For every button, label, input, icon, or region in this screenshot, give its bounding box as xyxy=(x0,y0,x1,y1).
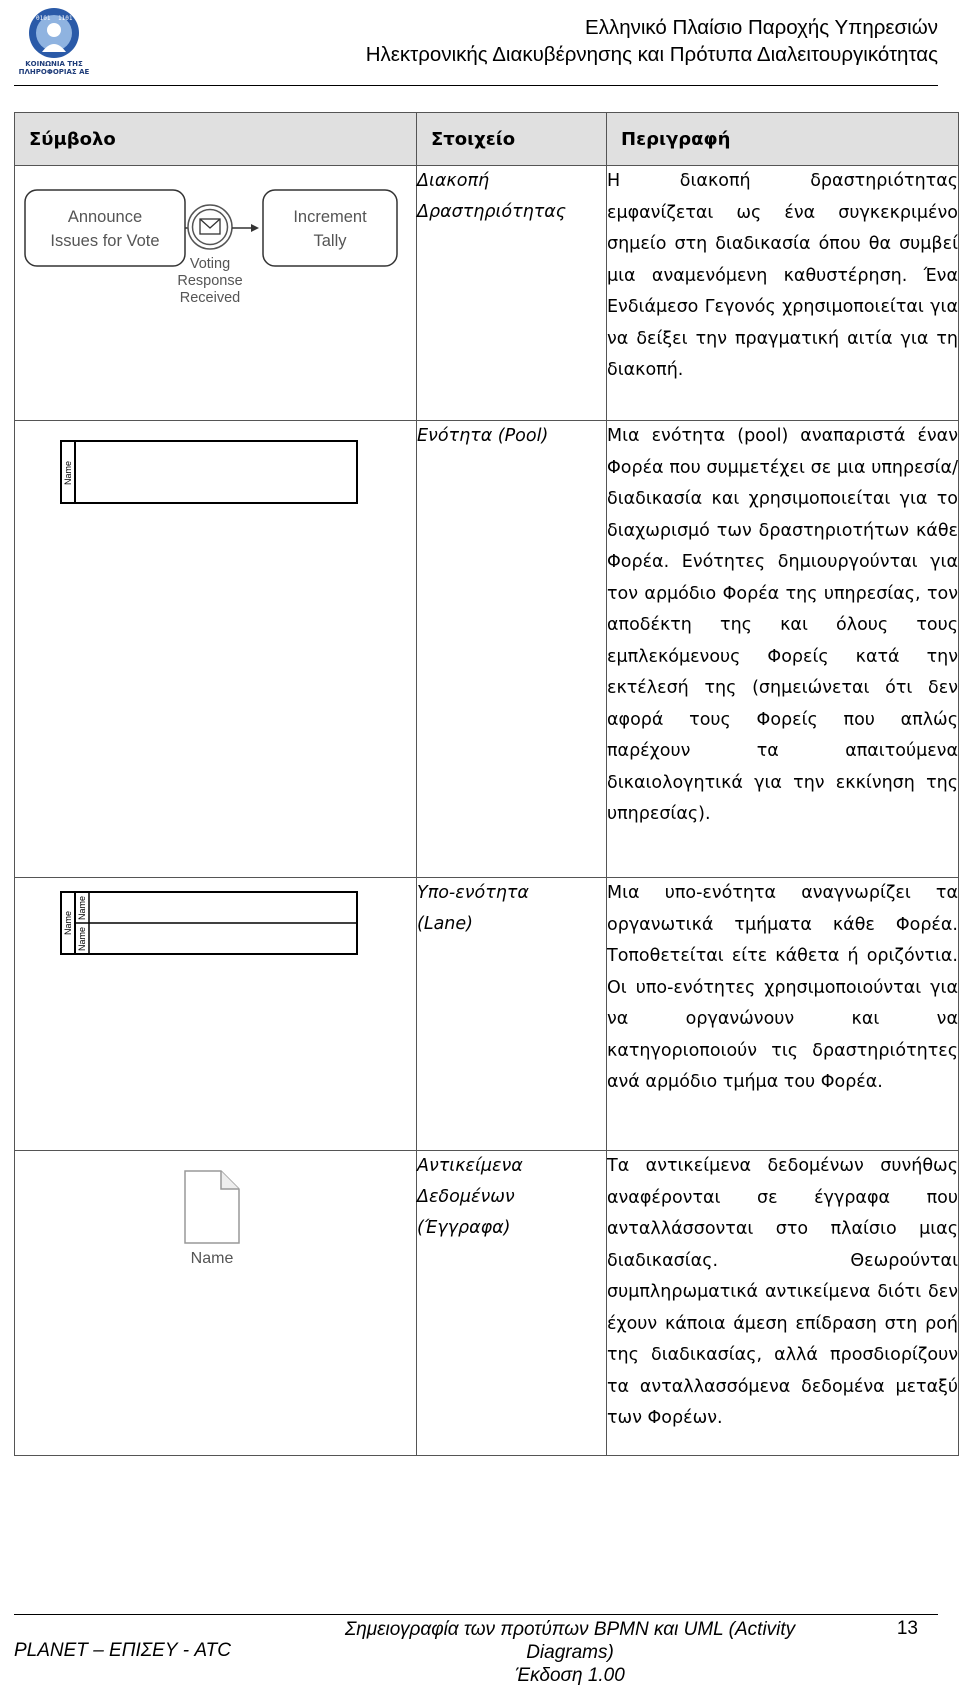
footer-title-line: Σημειογραφία των προτύπων BPMN και UML (Activity xyxy=(344,1619,796,1640)
element-name-line: (Έγγραφα) xyxy=(417,1218,511,1238)
table-row xyxy=(15,1151,959,1456)
pool-name-label: Name xyxy=(63,460,73,486)
svg-text:0101: 0101 xyxy=(36,15,51,22)
lane1-name-label: Name xyxy=(77,895,87,921)
bpmn-symbols-table xyxy=(14,112,959,1456)
pool-symbol xyxy=(15,421,417,521)
lane-symbol xyxy=(15,878,417,958)
svg-text:1101: 1101 xyxy=(58,15,73,22)
description-cell: Μια υπο-ενότητα αναγνωρίζει τα οργανωτικά τμήματα κάθε Φορέα. Τοποθετείται είτε κάθετα ή οριζόντια. Οι υπο-ενότητες χρησιμοποιούνται για να οργανώνουν και να κατηγοριοποιούν τις δραστηριότητες ανά αρμόδιο τμήμα του Φορέα. xyxy=(607,878,959,1151)
event-label-line2: Response xyxy=(177,273,243,289)
header-rule xyxy=(14,85,938,86)
data-object-symbol xyxy=(15,1151,417,1271)
envelope-icon xyxy=(200,219,220,234)
element-cell xyxy=(417,421,607,878)
logo-text: ΚΟΙΝΩΝΙΑ ΤΗΣ ΠΛΗΡΟΦΟΡΙΑΣ ΑΕ xyxy=(18,60,90,76)
footer-document-title xyxy=(300,1618,840,1687)
table-row xyxy=(15,878,959,1151)
task-announce-line1: Announce xyxy=(67,208,143,226)
footer-title-line: Diagrams) xyxy=(526,1642,614,1663)
pool-name-label: Name xyxy=(63,910,73,936)
column-header-description: Περιγραφή xyxy=(607,113,959,166)
element-name-line: (Lane) xyxy=(417,914,473,934)
table-row xyxy=(15,166,959,421)
header-line-1: Ελληνικό Πλαίσιο Παροχής Υπηρεσιών xyxy=(585,16,938,39)
event-label-line1: Voting xyxy=(189,256,231,272)
footer-version: Έκδοση 1.00 xyxy=(515,1665,625,1686)
task-increment-line2: Tally xyxy=(313,232,347,250)
table-row xyxy=(15,421,959,878)
task-announce-line2: Issues for Vote xyxy=(50,232,160,250)
activity-interruption-symbol xyxy=(15,166,417,306)
document-name-label: Name xyxy=(190,1250,234,1267)
document-icon xyxy=(185,1171,239,1243)
footer-project: PLANET – ΕΠΙΣΕΥ - ATC xyxy=(14,1640,231,1661)
task-increment-line1: Increment xyxy=(293,208,367,226)
event-label-line3: Received xyxy=(179,290,241,306)
description-cell: Τα αντικείμενα δεδομένων συνήθως αναφέρονται σε έγγραφα που ανταλλάσσονται στο πλαίσιο μιας διαδικασίας. Θεωρούνται συμπληρωματικά αντικείμενα διότι δεν έχουν κάποια άμεση επίδραση στη ροή της διαδικασίας, αλλά προσδιορίζουν τα ανταλλασσόμενα δεδομένα μεταξύ των Φορέων. xyxy=(607,1151,959,1456)
element-name-line: Δραστηριότητας xyxy=(417,202,567,222)
element-cell xyxy=(417,1151,607,1456)
document-header xyxy=(366,14,938,68)
header-line-2: Ηλεκτρονικής Διακυβέρνησης και Πρότυπα Διαλειτουργικότητας xyxy=(365,43,938,66)
element-cell xyxy=(417,878,607,1151)
element-cell xyxy=(417,166,607,421)
element-name-line: Υπο-ενότητα xyxy=(417,883,529,903)
table-header-row xyxy=(15,113,959,166)
column-header-element: Στοιχείο xyxy=(417,113,607,166)
symbol-cell xyxy=(15,166,417,421)
lane2-name-label: Name xyxy=(77,926,87,952)
symbol-cell xyxy=(15,878,417,1151)
description-cell: Μια ενότητα (pool) αναπαριστά έναν Φορέα που συμμετέχει σε μια υπηρεσία/διαδικασία και χρησιμοποιείται για το διαχωρισμό των δραστηριοτήτων κάθε Φορέα. Ενότητες δημιουργούνται για τον αρμόδιο Φορέα της υπηρεσίας, τον αποδέκτη της και όλους τους εμπλεκόμενους Φορείς κατά την εκτέλεσή της (σημειώνεται ότι δεν αφορά τους Φορείς που απλώς παρέχουν τα απαιτούμενα δικαιολογητικά για την εκκίνηση της υπηρεσίας). xyxy=(607,421,959,878)
element-name-line: Διακοπή xyxy=(417,171,490,191)
element-name-line: Δεδομένων xyxy=(417,1187,515,1207)
description-cell: Η διακοπή δραστηριότητας εμφανίζεται ως ένα συγκεκριμένο σημείο στη διαδικασία όπου θα συμβεί μια αναμενόμενη καθυστέρηση. Ένα Ενδιάμεσο Γεγονός χρησιμοποιείται για να δείξει την πραγματική αιτία για τη διακοπή. xyxy=(607,166,959,421)
symbol-cell xyxy=(15,421,417,878)
company-logo xyxy=(14,6,94,78)
footer-rule xyxy=(14,1614,938,1615)
element-name-line: Αντικείμενα xyxy=(417,1156,523,1176)
page-number: 13 xyxy=(896,1618,918,1639)
symbol-cell xyxy=(15,1151,417,1456)
column-header-symbol: Σύμβολο xyxy=(15,113,417,166)
element-name-line: Ενότητα (Pool) xyxy=(417,426,549,446)
